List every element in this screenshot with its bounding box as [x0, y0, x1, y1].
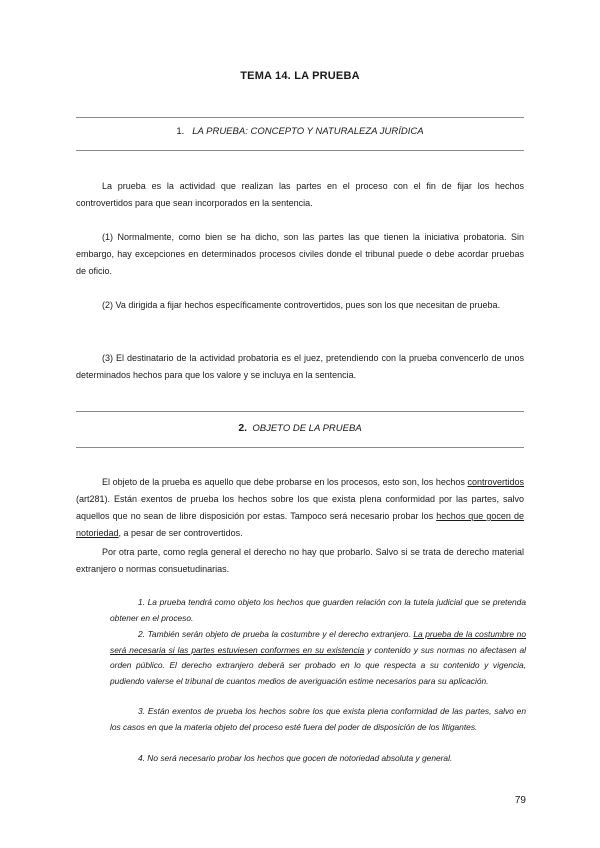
section-2-heading: [76, 422, 524, 434]
section-1-bottom-rule: [76, 150, 524, 151]
section-2-bottom-rule: [76, 447, 524, 448]
section-2-number: 2.: [238, 422, 248, 434]
section-1-title: LA PRUEBA: CONCEPTO Y NATURALEZA JURÍDICA: [192, 126, 424, 137]
quote-item-4: 4. No será necesario probar los hechos que gocen de notoriedad absoluta y general.: [138, 753, 453, 763]
section-2-top-rule: [76, 411, 524, 412]
section-1-paragraph-3: (2) Va dirigida a fijar hechos específicamente controvertidos, pues son los que necesitan de prueba.: [102, 300, 501, 310]
quote-item-1: 1. La prueba tendrá como objeto los hechos que guarden relación con la tutela judicial que se pretenda obtener en el proceso.: [110, 597, 526, 623]
section-2-paragraph-1: El objeto de la prueba es aquello que debe probarse en los procesos, esto son, los hechos controvertidos (art281). Están exentos de prueba los hechos sobre los que exista plena conformidad por las partes, salvo aquellos que no sean de libre disposición por estas. Tampoco será necesario probar los hechos que gocen de notoriedad, a pesar de ser controvertidos.: [76, 477, 525, 538]
section-1-paragraph-2: (1) Normalmente, como bien se ha dicho, son las partes las que tienen la iniciativa probatoria. Sin embargo, hay excepciones en determinados procesos civiles donde el tribunal puede o debe acordar pruebas de oficio.: [76, 232, 524, 276]
section-2-title: OBJETO DE LA PRUEBA: [252, 423, 362, 434]
underlined-term-notoriedad: hechos que gocen de notoriedad: [76, 511, 525, 538]
section-1-heading: [76, 126, 524, 137]
section-1-paragraph-4: (3) El destinatario de la actividad probatoria es el juez, pretendiendo con la prueba convencerlo de unos determinados hechos para que los valore y se incluya en la sentencia.: [76, 353, 524, 380]
page-number: 79: [514, 795, 526, 806]
quote-item-3: 3. Están exentos de prueba los hechos sobre los que exista plena conformidad de las partes, salvo en los casos en que la materia objeto del proceso esté fuera del poder de disposición de los litigantes.: [110, 706, 526, 732]
underlined-term-controvertidos: controvertidos: [467, 477, 524, 487]
section-1-paragraph-1: La prueba es la actividad que realizan las partes en el proceso con el fin de fijar los hechos controvertidos para que sean incorporados en la sentencia.: [76, 181, 524, 208]
section-2-paragraph-2: Por otra parte, como regla general el derecho no hay que probarlo. Salvo si se trata de derecho material extranjero o normas consuetudinarias.: [76, 547, 524, 574]
quote-item-2: 2. También serán objeto de prueba la costumbre y el derecho extranjero. La prueba de la costumbre no será necesaria si las partes estuviesen conformes en su existencia y contenido y sus normas no afectasen al orden público. El derecho extranjero deberá ser probado en lo que respecta a su contenido y vigencia, pudiendo valerse el tribunal de cuantos medios de averiguación estime necesarios para su aplicación.: [110, 629, 526, 687]
underlined-quote-costumbre: La prueba de la costumbre no será necesaria si las partes estuviesen conformes en su existencia: [110, 629, 526, 655]
section-1-number: 1.: [176, 126, 185, 137]
section-1-top-rule: [76, 117, 524, 118]
document-title: TEMA 14. LA PRUEBA: [240, 70, 360, 82]
